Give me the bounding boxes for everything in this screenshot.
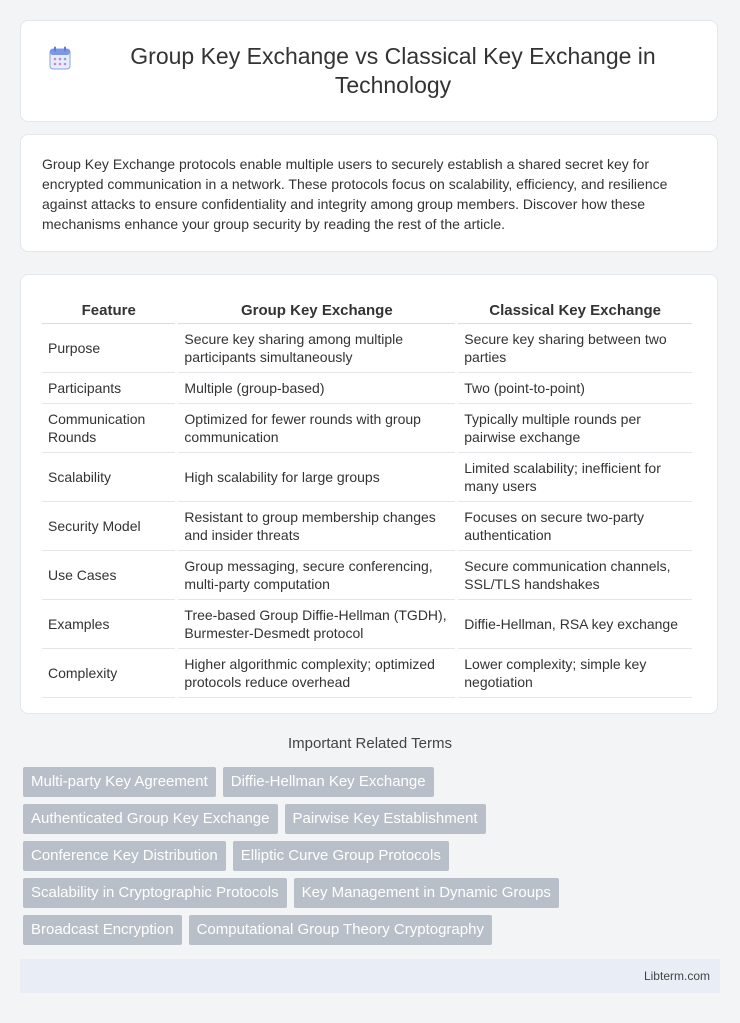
table-header-classical: Classical Key Exchange [458, 293, 692, 324]
term-row [23, 767, 723, 797]
calendar-icon [49, 46, 71, 70]
table-cell: Scalability [42, 453, 175, 502]
term-tag[interactable]: Conference Key Distribution [23, 841, 226, 871]
title-card [20, 20, 718, 122]
table-row [42, 324, 692, 373]
table-cell: Typically multiple rounds per pairwise exchange [458, 404, 692, 453]
title-wrap [49, 42, 689, 100]
term-row [23, 878, 723, 908]
comparison-table-card [20, 274, 718, 714]
table-cell: Examples [42, 600, 175, 649]
footer-site-link[interactable]: Libterm.com [643, 969, 710, 983]
term-tag[interactable]: Authenticated Group Key Exchange [23, 804, 278, 834]
term-tag[interactable]: Elliptic Curve Group Protocols [233, 841, 449, 871]
table-header-row [42, 293, 692, 324]
term-tag[interactable]: Diffie-Hellman Key Exchange [223, 767, 434, 797]
table-row [42, 649, 692, 698]
table-cell: Two (point-to-point) [458, 373, 692, 404]
term-row [23, 915, 723, 945]
comparison-table [39, 293, 695, 698]
table-cell: Purpose [42, 324, 175, 373]
intro-card [20, 134, 718, 252]
term-tag[interactable]: Scalability in Cryptographic Protocols [23, 878, 287, 908]
table-cell: Tree-based Group Diffie-Hellman (TGDH), Burmester-Desmedt protocol [178, 600, 455, 649]
table-header-group: Group Key Exchange [178, 293, 455, 324]
footer [20, 959, 720, 993]
table-row [42, 453, 692, 502]
intro-text: Group Key Exchange protocols enable multiple users to securely establish a shared secret key for encrypted communication in a network. These protocols focus on scalability, efficiency, and resilience against attacks to ensure confidentiality and integrity among group members. Discover how these mechanisms enhance your group security by reading the rest of the article. [42, 156, 668, 232]
table-row [42, 404, 692, 453]
related-terms-heading: Important Related Terms [288, 735, 452, 752]
table-cell: Complexity [42, 649, 175, 698]
table-cell: Use Cases [42, 551, 175, 600]
term-tag[interactable]: Pairwise Key Establishment [285, 804, 486, 834]
term-row [23, 841, 723, 871]
table-cell: Participants [42, 373, 175, 404]
table-cell: Communication Rounds [42, 404, 175, 453]
table-cell: Secure key sharing among multiple participants simultaneously [178, 324, 455, 373]
term-tag[interactable]: Computational Group Theory Cryptography [189, 915, 492, 945]
table-header-feature: Feature [42, 293, 175, 324]
table-cell: Lower complexity; simple key negotiation [458, 649, 692, 698]
table-cell: Resistant to group membership changes and insider threats [178, 502, 455, 551]
term-tag[interactable]: Multi-party Key Agreement [23, 767, 216, 797]
table-cell: High scalability for large groups [178, 453, 455, 502]
table-row [42, 551, 692, 600]
term-tag[interactable]: Broadcast Encryption [23, 915, 182, 945]
table-cell: Multiple (group-based) [178, 373, 455, 404]
table-cell: Higher algorithmic complexity; optimized protocols reduce overhead [178, 649, 455, 698]
table-cell: Optimized for fewer rounds with group communication [178, 404, 455, 453]
related-terms [23, 767, 723, 952]
table-row [42, 502, 692, 551]
page-title: Group Key Exchange vs Classical Key Exchange in Technology [130, 43, 656, 98]
table-cell: Security Model [42, 502, 175, 551]
term-tag[interactable]: Key Management in Dynamic Groups [294, 878, 559, 908]
table-row [42, 373, 692, 404]
table-cell: Secure key sharing between two parties [458, 324, 692, 373]
table-cell: Focuses on secure two-party authentication [458, 502, 692, 551]
table-cell: Diffie-Hellman, RSA key exchange [458, 600, 692, 649]
table-row [42, 600, 692, 649]
term-row [23, 804, 723, 834]
table-cell: Secure communication channels, SSL/TLS handshakes [458, 551, 692, 600]
table-cell: Group messaging, secure conferencing, multi-party computation [178, 551, 455, 600]
table-cell: Limited scalability; inefficient for many users [458, 453, 692, 502]
